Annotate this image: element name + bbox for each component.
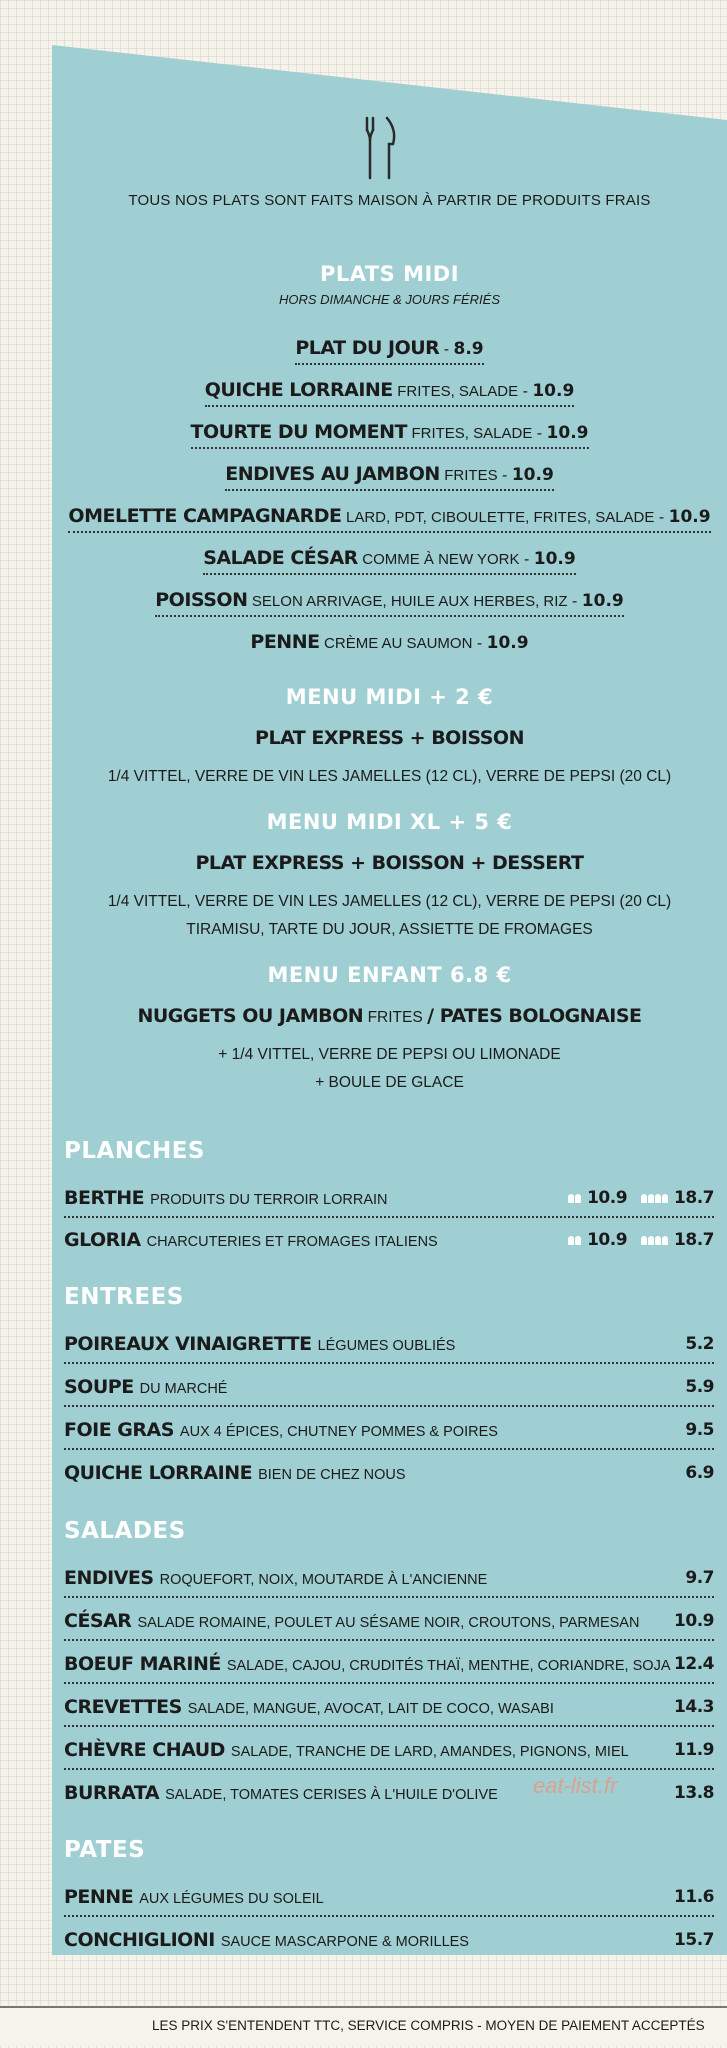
item-name: BERTHE xyxy=(64,1187,145,1209)
item-desc: SALADE, MANGUE, AVOCAT, LAIT DE COCO, WASABI xyxy=(187,1701,554,1717)
table-row xyxy=(64,1922,714,1958)
item-desc: DU MARCHÉ xyxy=(139,1381,228,1397)
dish-name: PENNE xyxy=(250,631,320,653)
dish-name: OMELETTE CAMPAGNARDE xyxy=(68,505,342,527)
list-item: QUICHE LORRAINE FRITES, SALADE - 10.9 xyxy=(52,379,727,407)
menu-enfant-combo-b: / PATES BOLOGNAISE xyxy=(427,1005,642,1027)
item-name: CREVETTES xyxy=(64,1696,182,1718)
menu-midi-xl-drinks: 1/4 VITTEL, VERRE DE VIN LES JAMELLES (12 CL), VERRE DE PEPSI (20 CL) xyxy=(107,893,672,910)
item-name: BOEUF MARINÉ xyxy=(64,1653,221,1675)
table-row xyxy=(64,1603,714,1641)
footer-note: LES PRIX S'ENTENDENT TTC, SERVICE COMPRIS - MOYEN DE PAIEMENT ACCEPTÉS xyxy=(0,2006,727,2046)
menu-enfant-dessert: + BOULE DE GLACE xyxy=(315,1074,464,1091)
item-name: POIREAUX VINAIGRETTE xyxy=(64,1333,312,1355)
item-price: 5.2 xyxy=(685,1334,714,1354)
entrees-title: ENTREES xyxy=(64,1284,184,1310)
two-persons-icon xyxy=(568,1194,581,1203)
menu-midi-drinks: 1/4 VITTEL, VERRE DE VIN LES JAMELLES (12 CL), VERRE DE PEPSI (20 CL) xyxy=(107,768,672,785)
item-price: 6.9 xyxy=(685,1463,714,1483)
dish-name: TOURTE DU MOMENT xyxy=(190,421,407,443)
menu-midi-combo: PLAT EXPRESS + BOISSON xyxy=(255,727,524,749)
list-item: ENDIVES AU JAMBON FRITES - 10.9 xyxy=(52,463,727,491)
item-desc: AUX 4 ÉPICES, CHUTNEY POMMES & POIRES xyxy=(179,1424,498,1440)
dish-desc: FRITES, SALADE xyxy=(411,425,533,442)
item-name: SOUPE xyxy=(64,1376,134,1398)
price-two: 10.9 xyxy=(587,1230,628,1250)
dish-price: 10.9 xyxy=(546,423,589,443)
menu-enfant-title: MENU ENFANT 6.8 € xyxy=(267,963,512,987)
dish-desc: COMME À NEW YORK xyxy=(362,551,520,568)
table-row xyxy=(64,1326,714,1364)
price-four: 18.7 xyxy=(674,1188,714,1208)
item-name: QUICHE LORRAINE xyxy=(64,1462,253,1484)
four-persons-icon xyxy=(641,1194,668,1203)
dish-price: 10.9 xyxy=(511,465,554,485)
item-desc: SALADE ROMAINE, POULET AU SÉSAME NOIR, CROUTONS, PARMESAN xyxy=(137,1615,640,1631)
table-row xyxy=(64,1369,714,1407)
table-row xyxy=(64,1455,714,1491)
menu-enfant-combo-a-desc: FRITES xyxy=(367,1009,423,1026)
item-name: PENNE xyxy=(64,1886,134,1908)
dish-price: 10.9 xyxy=(533,549,576,569)
plats-midi-title: PLATS MIDI xyxy=(319,262,460,286)
dish-name: PLAT DU JOUR xyxy=(295,337,440,359)
table-row xyxy=(64,1732,714,1770)
dish-price: 10.9 xyxy=(581,591,624,611)
item-desc: LÉGUMES OUBLIÉS xyxy=(317,1338,456,1354)
table-row xyxy=(64,1180,714,1218)
dish-desc: FRITES, SALADE xyxy=(397,383,519,400)
four-persons-icon xyxy=(641,1236,668,1245)
dish-desc: CRÈME AU SAUMON xyxy=(324,635,473,652)
two-persons-icon xyxy=(568,1236,581,1245)
list-item: PENNE CRÈME AU SAUMON - 10.9 xyxy=(250,631,529,653)
dish-desc: FRITES xyxy=(444,467,498,484)
item-price: 14.3 xyxy=(674,1697,714,1717)
dish-price: 8.9 xyxy=(453,339,484,359)
list-item: PLAT DU JOUR - 8.9 xyxy=(52,337,727,365)
item-desc: BIEN DE CHEZ NOUS xyxy=(258,1467,406,1483)
dish-name: SALADE CÉSAR xyxy=(203,547,358,569)
menu-midi-xl-title: MENU MIDI XL + 5 € xyxy=(266,810,513,834)
menu-enfant-combo xyxy=(52,1005,727,1027)
item-price: 9.5 xyxy=(685,1420,714,1440)
item-price: 10.9 xyxy=(674,1611,714,1631)
tagline: TOUS NOS PLATS SONT FAITS MAISON À PARTIR DE PRODUITS FRAIS xyxy=(128,192,651,209)
list-item: OMELETTE CAMPAGNARDE LARD, PDT, CIBOULETTE, FRITES, SALADE - 10.9 xyxy=(52,505,727,533)
menu-enfant-combo-a: NUGGETS OU JAMBON xyxy=(137,1005,364,1027)
menu-midi-title: MENU MIDI + 2 € xyxy=(285,685,494,709)
list-item: TOURTE DU MOMENT FRITES, SALADE - 10.9 xyxy=(52,421,727,449)
item-price: 11.9 xyxy=(674,1740,714,1760)
dish-name: ENDIVES AU JAMBON xyxy=(225,463,440,485)
dish-price: 10.9 xyxy=(532,381,575,401)
item-name: FOIE GRAS xyxy=(64,1419,174,1441)
list-item: SALADE CÉSAR COMME À NEW YORK - 10.9 xyxy=(52,547,727,575)
item-price: 5.9 xyxy=(685,1377,714,1397)
menu-enfant-drinks: + 1/4 VITTEL, VERRE DE PEPSI OU LIMONADE xyxy=(218,1046,561,1063)
dish-desc: SELON ARRIVAGE, HUILE AUX HERBES, RIZ xyxy=(251,593,568,610)
table-row xyxy=(64,1560,714,1598)
planches-title: PLANCHES xyxy=(64,1138,205,1164)
pates-title: PATES xyxy=(64,1837,146,1863)
table-row xyxy=(64,1646,714,1684)
item-price: 15.7 xyxy=(674,1930,714,1950)
table-row xyxy=(64,1689,714,1727)
item-desc: PRODUITS DU TERROIR LORRAIN xyxy=(150,1192,388,1208)
item-price: 11.6 xyxy=(674,1887,714,1907)
item-desc: CHARCUTERIES ET FROMAGES ITALIENS xyxy=(146,1234,438,1250)
item-name: ENDIVES xyxy=(64,1567,154,1589)
item-price: 12.4 xyxy=(674,1654,714,1674)
item-name: CONCHIGLIONI xyxy=(64,1929,215,1951)
salades-title: SALADES xyxy=(64,1518,186,1544)
plats-midi-subtitle: HORS DIMANCHE & JOURS FÉRIÉS xyxy=(278,292,501,307)
dish-price: 10.9 xyxy=(668,507,711,527)
watermark: eat-list.fr xyxy=(533,1773,618,1798)
item-price: 9.7 xyxy=(685,1568,714,1588)
table-row xyxy=(64,1222,714,1258)
item-price: 13.8 xyxy=(674,1783,714,1803)
menu-midi-xl-combo: PLAT EXPRESS + BOISSON + DESSERT xyxy=(195,852,584,874)
dish-name: QUICHE LORRAINE xyxy=(204,379,393,401)
item-name: CHÈVRE CHAUD xyxy=(64,1739,225,1761)
price-two: 10.9 xyxy=(587,1188,628,1208)
item-name: BURRATA xyxy=(64,1782,160,1804)
item-desc: ROQUEFORT, NOIX, MOUTARDE À L'ANCIENNE xyxy=(159,1572,488,1588)
item-name: GLORIA xyxy=(64,1229,141,1251)
dish-name: POISSON xyxy=(155,589,248,611)
price-four: 18.7 xyxy=(674,1230,714,1250)
table-row xyxy=(64,1412,714,1450)
item-name: CÉSAR xyxy=(64,1610,132,1632)
dish-price: 10.9 xyxy=(486,633,529,653)
dish-desc: LARD, PDT, CIBOULETTE, FRITES, SALADE xyxy=(345,509,655,526)
item-desc: SAUCE MASCARPONE & MORILLES xyxy=(220,1934,469,1950)
item-desc: SALADE, CAJOU, CRUDITÉS THAÏ, MENTHE, CORIANDRE, SOJA xyxy=(226,1658,671,1674)
menu-midi-xl-desserts: TIRAMISU, TARTE DU JOUR, ASSIETTE DE FROMAGES xyxy=(186,921,593,938)
table-row xyxy=(64,1879,714,1917)
list-item: POISSON SELON ARRIVAGE, HUILE AUX HERBES, RIZ - 10.9 xyxy=(52,589,727,617)
item-desc: AUX LÉGUMES DU SOLEIL xyxy=(139,1891,324,1907)
item-desc: SALADE, TRANCHE DE LARD, AMANDES, PIGNONS, MIEL xyxy=(230,1744,629,1760)
fork-knife-icon xyxy=(363,116,399,180)
item-desc: SALADE, TOMATES CERISES À L'HUILE D'OLIVE xyxy=(165,1787,498,1803)
